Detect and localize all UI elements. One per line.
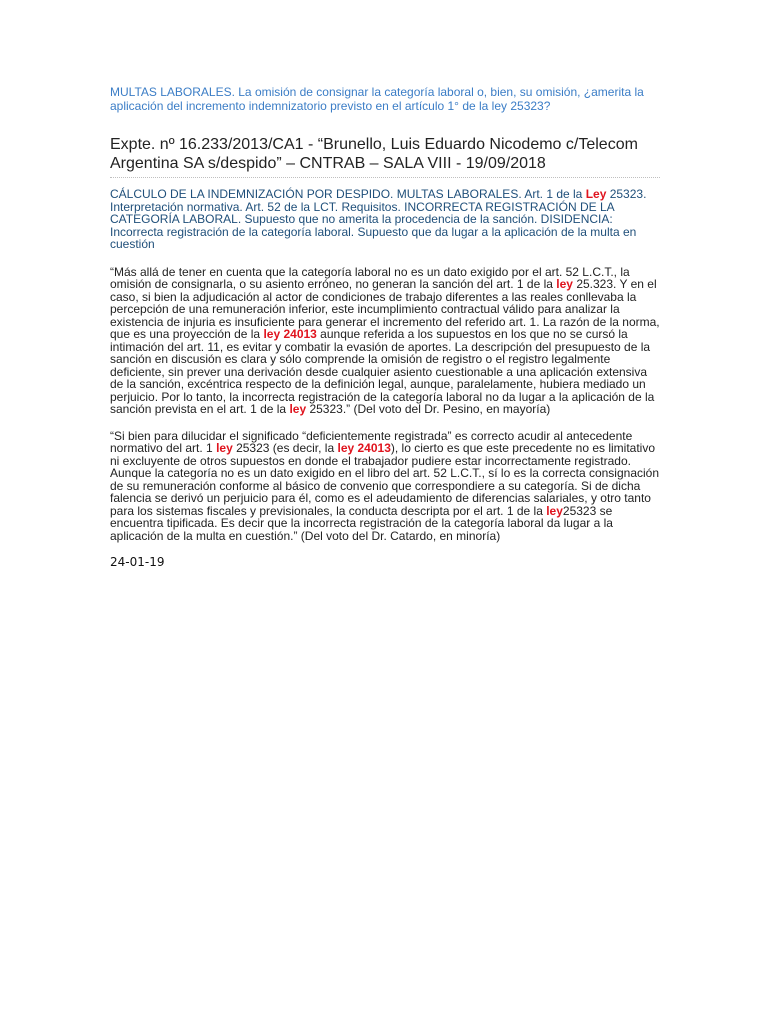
highlight-ley: ley xyxy=(546,503,563,518)
highlight-ley-24013: ley 24013 xyxy=(263,327,317,341)
paragraph-text: “Si bien para dilucidar el significado “deficientemente registrada” es correcto acudir al antecedente normativo del art. 1 xyxy=(110,428,633,455)
highlight-ley: ley xyxy=(556,277,573,291)
document-date: 24-01-19 xyxy=(110,555,165,569)
highlight-ley-24013: ley 24013 xyxy=(337,441,391,455)
document-page xyxy=(110,85,660,569)
headline: MULTAS LABORALES. La omisión de consignar la categoría laboral o, bien, su omisión, ¿amerita la aplicación del incremento indemnizatorio previsto en el artículo 1° de la ley 25323? xyxy=(110,85,644,113)
paragraph-text: 25.323. Y en el caso, si bien la adjudicación al actor de condiciones de trabajo diferentes a las reales conllevaba la percepción de una remuneración inferior, este incumplimiento contractual válido para analizar la existencia de injuria es insuficiente para generar el incremento del referido art. 1. La razón de la norma, que es una proyección de la xyxy=(110,277,660,341)
summary-text: CÁLCULO DE LA INDEMNIZACIÓN POR DESPIDO. MULTAS LABORALES. Art. 1 de la xyxy=(110,187,586,201)
summary-text: 25323. Interpretación normativa. Art. 52 de la LCT. Requisitos. INCORRECTA REGISTRACIÓN DE LA CATEGORÍA LABORAL. Supuesto que no amerita la procedencia de la sanción. DISIDENCIA: Incorrecta registración de la categoría laboral. Supuesto que da lugar a la aplicación de la multa en cuestión xyxy=(110,187,647,251)
paragraph-text: aunque referida a los supuestos en los que no se cursó la intimación del art. 11, es evitar y combatir la evasión de aportes. La descripción del presupuesto de la sanción en discusión es clara y sólo comprende la omisión de registro o el registro legalmente deficiente, sin prever una derivación desde cualquier asiento cuestionable a una aplicación extensiva de la sanción, excéntrica respecto de la definición legal, aunque, paralelamente, hubiera mediado un perjuicio. Por lo tanto, la incorrecta registración de la categoría laboral no da lugar a la aplicación de la sanción prevista en el art. 1 de la xyxy=(110,327,655,416)
case-title: Expte. nº 16.233/2013/CA1 - “Brunello, Luis Eduardo Nicodemo c/Telecom Argentina SA s/despido” – CNTRAB – SALA VIII - 19/09/2018 xyxy=(110,136,638,172)
quote-paragraph-minority xyxy=(110,430,660,543)
highlight-ley: ley xyxy=(216,441,233,455)
highlight-ley: ley xyxy=(289,402,307,416)
dotted-divider xyxy=(110,177,660,178)
paragraph-text: 25323.” (Del voto del Dr. Pesino, en mayoría) xyxy=(306,402,551,416)
quote-paragraph-majority xyxy=(110,266,660,416)
paragraph-text: “Más allá de tener en cuenta que la categoría laboral no es un dato exigido por el art. 52 L.C.T., la omisión de consignarla, o su asiento erróneo, no generan la sanción del art. 1 de la xyxy=(110,264,630,291)
paragraph-text: ), lo cierto es que este precedente no es limitativo ni excluyente de otros supuestos en donde el trabajador pudiere estar incorrectamente registrado. Aunque la categoría no es un dato exigido en el libro del art. 52 L.C.T., sí lo es la correcta consignación de su remuneración conforme al básico de convenio que correspondiere a su categoría. Si de dicha falencia se derivó un perjuicio para él, como es el adeudamiento de diferencias salariales, y otro tanto para los sistemas fiscales y previsionales, la conducta descripta por el art. 1 de la xyxy=(110,441,659,518)
summary xyxy=(110,188,660,251)
paragraph-text: 25323 se encuentra tipificada. Es decir que la incorrecta registración de la categoría laboral da lugar a la aplicación de la multa en cuestión.” (Del voto del Dr. Catardo, en minoría) xyxy=(110,503,613,543)
paragraph-text: 25323 (es decir, la xyxy=(232,441,338,455)
highlight-ley: Ley xyxy=(585,187,607,201)
